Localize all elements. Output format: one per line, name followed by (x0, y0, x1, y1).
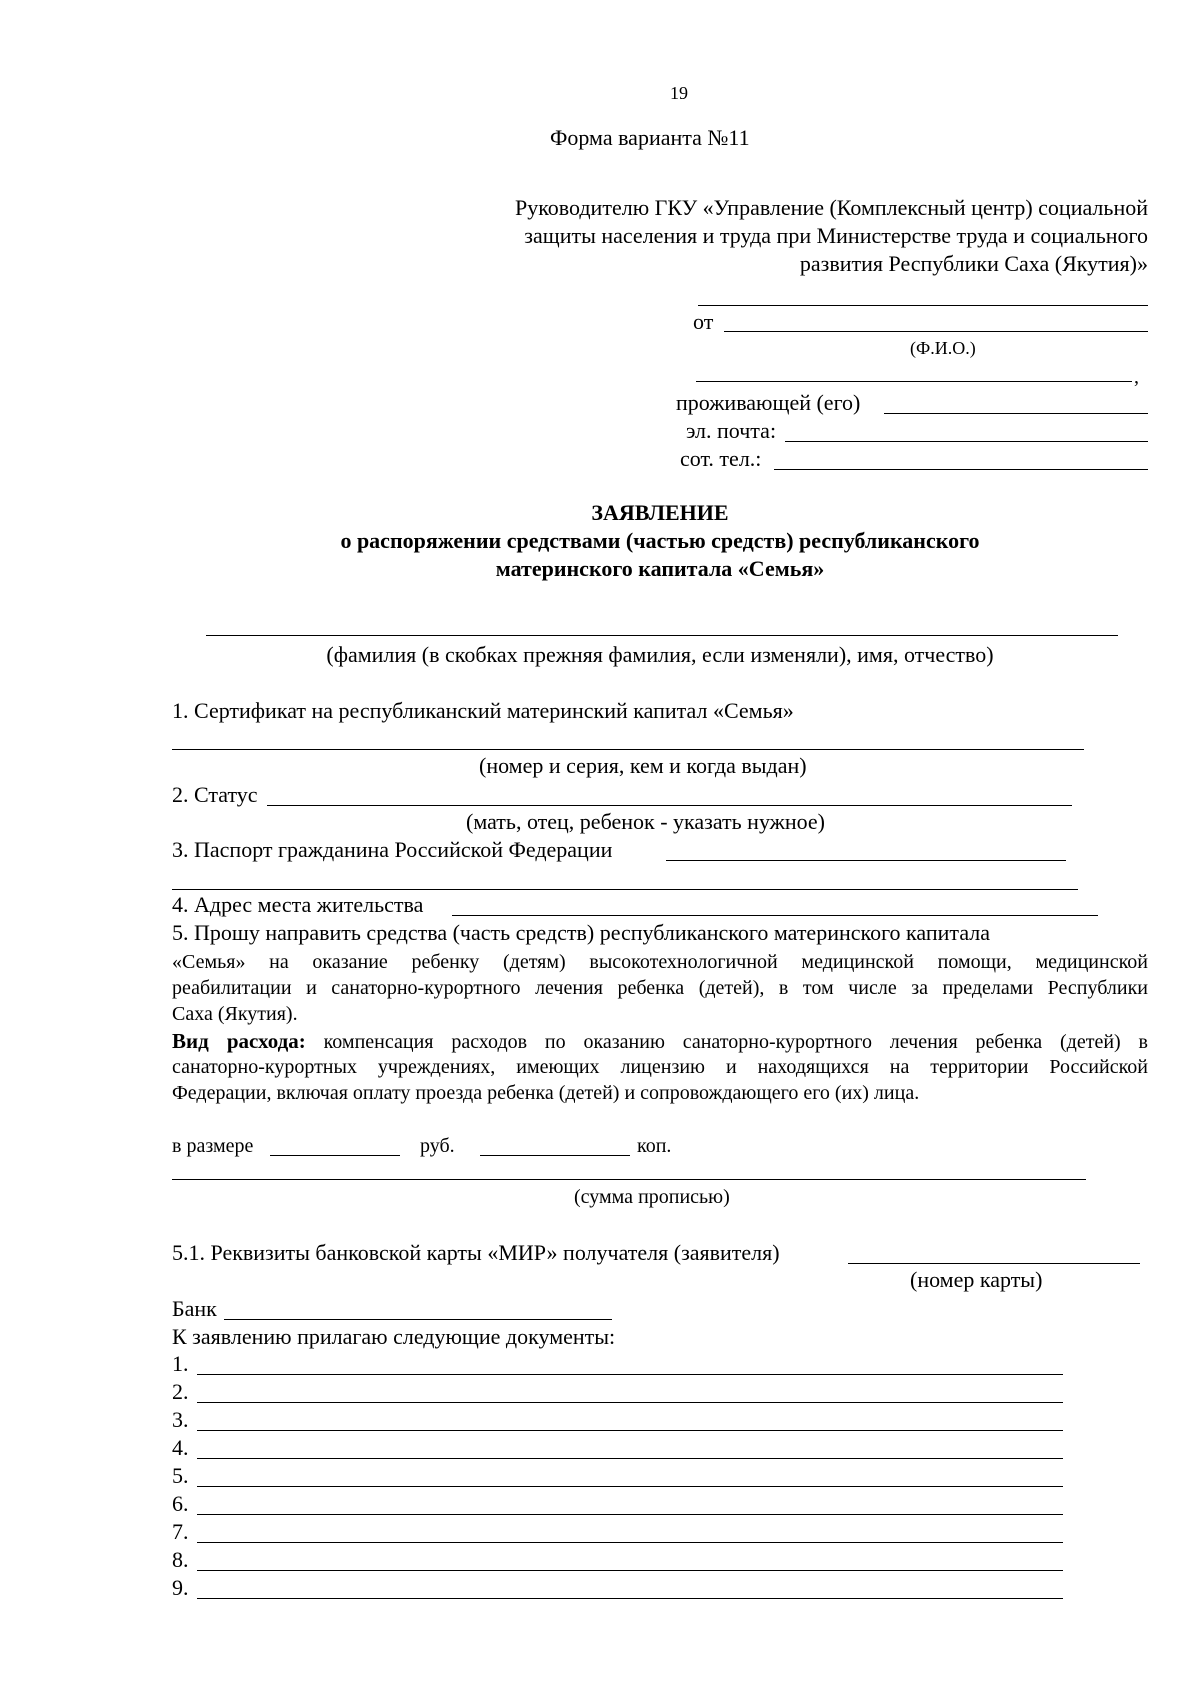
passport-label: 3. Паспорт гражданина Российской Федерации (172, 837, 613, 862)
expense-line-2: санаторно-курортных учреждениях, имеющих лицензию и находящихся на территории Российской (172, 1056, 1148, 1078)
attachment-field[interactable] (197, 1430, 1063, 1431)
attachment-number: 1. (172, 1351, 189, 1376)
card-number-caption: (номер карты) (910, 1267, 1043, 1292)
attachment-field[interactable] (197, 1542, 1063, 1543)
attachment-number: 3. (172, 1407, 189, 1432)
request-line-2: «Семья» на оказание ребенку (детям) высокотехнологичной медицинской помощи, медицинской (172, 951, 1148, 973)
attachments-heading: К заявлению прилагаю следующие документы: (172, 1324, 616, 1349)
page-number: 19 (670, 83, 688, 103)
request-line-4: Саха (Якутия). (172, 1003, 298, 1025)
amount-rub-label: руб. (420, 1135, 455, 1157)
addressee-line-1: Руководителю ГКУ «Управление (Комплексный центр) социальной (514, 195, 1148, 220)
addressee-line-3: развития Республики Саха (Якутия)» (799, 251, 1148, 276)
attachment-field[interactable] (197, 1598, 1063, 1599)
amount-kop-field[interactable] (480, 1155, 630, 1156)
passport-field-2[interactable] (172, 889, 1078, 890)
phone-field[interactable] (774, 469, 1148, 470)
card-label: 5.1. Реквизиты банковской карты «МИР» получателя (заявителя) (172, 1240, 780, 1265)
attachment-field[interactable] (197, 1486, 1063, 1487)
from-label: от (693, 309, 714, 334)
attachment-field[interactable] (197, 1374, 1063, 1375)
request-line-3: реабилитации и санаторно-курортного лечения ребенка (детей), в том числе за пределами Республики (172, 977, 1148, 999)
status-caption: (мать, отец, ребенок - указать нужное) (466, 809, 825, 834)
email-label: эл. почта: (686, 418, 777, 443)
fio-caption: (Ф.И.О.) (910, 338, 976, 358)
attachment-number: 2. (172, 1379, 189, 1404)
card-number-field[interactable] (848, 1263, 1140, 1264)
expense-label: Вид расхода: (172, 1029, 306, 1053)
amount-kop-label: коп. (637, 1135, 672, 1157)
attachment-number: 4. (172, 1435, 189, 1460)
email-field[interactable] (785, 441, 1148, 442)
applicant-name-field[interactable] (206, 635, 1118, 636)
amount-size-label: в размере (172, 1135, 254, 1157)
passport-field[interactable] (666, 860, 1066, 861)
attachment-field[interactable] (197, 1570, 1063, 1571)
form-variant: Форма варианта №11 (550, 125, 750, 150)
addressee-extra-line[interactable] (698, 305, 1148, 306)
attachment-field[interactable] (197, 1458, 1063, 1459)
status-label: 2. Статус (172, 782, 258, 807)
attachment-field[interactable] (197, 1402, 1063, 1403)
certificate-caption: (номер и серия, кем и когда выдан) (479, 753, 807, 778)
attachment-field[interactable] (197, 1514, 1063, 1515)
document-subtitle-1: о распоряжении средствами (частью средств) республиканского (340, 528, 980, 553)
amount-words-field[interactable] (172, 1179, 1086, 1180)
expense-text-1: компенсация расходов по оказанию санаторно-курортного лечения ребенка (детей) в (323, 1031, 1149, 1053)
document-subtitle-2: материнского капитала «Семья» (495, 556, 825, 581)
amount-words-caption: (сумма прописью) (574, 1186, 730, 1208)
attachment-number: 5. (172, 1463, 189, 1488)
fio-field[interactable] (724, 331, 1148, 332)
expense-line-3: Федерации, включая оплату проезда ребенка (детей) и сопровождающего его (их) лица. (172, 1082, 920, 1104)
phone-label: сот. тел.: (680, 446, 762, 471)
certificate-field[interactable] (172, 749, 1084, 750)
attachment-number: 9. (172, 1575, 189, 1600)
attachment-number: 6. (172, 1491, 189, 1516)
request-line-1: 5. Прошу направить средства (часть средств) республиканского материнского капитала (172, 920, 991, 945)
bank-field[interactable] (224, 1319, 612, 1320)
address-comma: , (1134, 366, 1139, 388)
attachment-number: 8. (172, 1547, 189, 1572)
applicant-name-caption: (фамилия (в скобках прежняя фамилия, если изменяли), имя, отчество) (326, 642, 994, 667)
address-field[interactable] (452, 915, 1098, 916)
certificate-label: 1. Сертификат на республиканский материнский капитал «Семья» (172, 698, 794, 723)
amount-rub-field[interactable] (270, 1155, 400, 1156)
residence-address-field[interactable] (696, 381, 1132, 382)
attachment-number: 7. (172, 1519, 189, 1544)
status-field[interactable] (267, 805, 1072, 806)
residing-label: проживающей (его) (676, 390, 861, 415)
expense-line-1 (172, 1031, 1148, 1052)
bank-label: Банк (172, 1296, 217, 1321)
addressee-line-2: защиты населения и труда при Министерстве труда и социального (524, 223, 1148, 248)
document-title: ЗАЯВЛЕНИЕ (591, 500, 729, 525)
residing-field[interactable] (884, 413, 1148, 414)
address-label: 4. Адрес места жительства (172, 892, 424, 917)
